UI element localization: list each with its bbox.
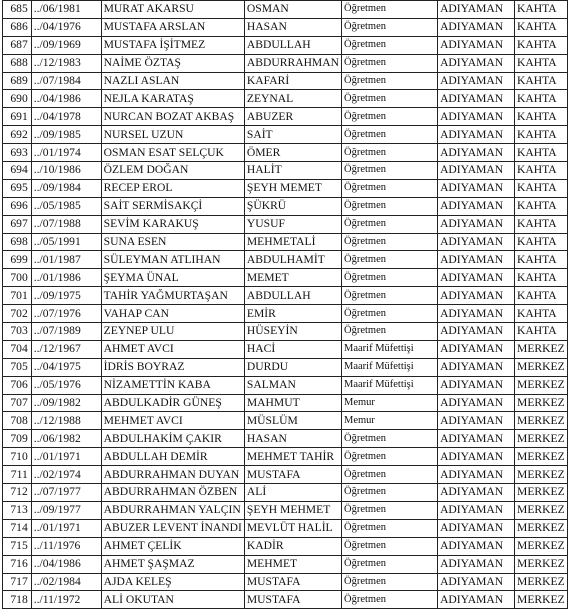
row-number-cell: 708 — [3, 412, 32, 430]
province-cell: ADIYAMAN — [438, 412, 515, 430]
province-cell: ADIYAMAN — [438, 197, 515, 215]
birth-date-cell: ../09/1985 — [31, 126, 101, 144]
occupation-cell: Öğretmen — [342, 251, 438, 269]
district-cell: MERKEZ — [515, 448, 568, 466]
full-name-cell: NİZAMETTİN KABA — [101, 376, 244, 394]
province-cell: ADIYAMAN — [438, 501, 515, 519]
father-name-cell: ZEYNAL — [244, 90, 341, 108]
full-name-cell: AJDA KELEŞ — [101, 573, 244, 591]
table-row — [3, 323, 568, 341]
birth-date-cell: ../11/1972 — [31, 591, 101, 609]
full-name-cell: OSMAN ESAT SELÇUK — [101, 144, 244, 162]
row-number-cell: 697 — [3, 215, 32, 233]
occupation-cell: Öğretmen — [342, 484, 438, 502]
full-name-cell: SEVİM KARAKUŞ — [101, 215, 244, 233]
table-row — [3, 54, 568, 72]
row-number-cell: 686 — [3, 18, 32, 36]
row-number-cell: 718 — [3, 591, 32, 609]
district-cell: MERKEZ — [515, 555, 568, 573]
table-row — [3, 358, 568, 376]
table-row — [3, 18, 568, 36]
province-cell: ADIYAMAN — [438, 323, 515, 341]
occupation-cell: Maarif Müfettişi — [342, 358, 438, 376]
table-row — [3, 340, 568, 358]
father-name-cell: EMİR — [244, 305, 341, 323]
district-cell: MERKEZ — [515, 340, 568, 358]
district-cell: KAHTA — [515, 305, 568, 323]
table-row — [3, 555, 568, 573]
row-number-cell: 714 — [3, 519, 32, 537]
table-row — [3, 179, 568, 197]
occupation-cell: Öğretmen — [342, 144, 438, 162]
birth-date-cell: ../04/1986 — [31, 555, 101, 573]
table-row — [3, 519, 568, 537]
province-cell: ADIYAMAN — [438, 215, 515, 233]
row-number-cell: 692 — [3, 126, 32, 144]
father-name-cell: HACİ — [244, 340, 341, 358]
father-name-cell: MUSTAFA — [244, 573, 341, 591]
province-cell: ADIYAMAN — [438, 1, 515, 19]
row-number-cell: 710 — [3, 448, 32, 466]
district-cell: KAHTA — [515, 215, 568, 233]
occupation-cell: Öğretmen — [342, 72, 438, 90]
district-cell: MERKEZ — [515, 412, 568, 430]
occupation-cell: Öğretmen — [342, 323, 438, 341]
table-row — [3, 72, 568, 90]
row-number-cell: 701 — [3, 287, 32, 305]
father-name-cell: ABDULLAH — [244, 36, 341, 54]
row-number-cell: 695 — [3, 179, 32, 197]
district-cell: KAHTA — [515, 1, 568, 19]
row-number-cell: 709 — [3, 430, 32, 448]
district-cell: KAHTA — [515, 108, 568, 126]
district-cell: KAHTA — [515, 197, 568, 215]
occupation-cell: Öğretmen — [342, 537, 438, 555]
district-cell: MERKEZ — [515, 537, 568, 555]
table-row — [3, 126, 568, 144]
birth-date-cell: ../10/1986 — [31, 162, 101, 180]
birth-date-cell: ../01/1974 — [31, 144, 101, 162]
occupation-cell: Öğretmen — [342, 1, 438, 19]
father-name-cell: HÜSEYİN — [244, 323, 341, 341]
province-cell: ADIYAMAN — [438, 126, 515, 144]
district-cell: KAHTA — [515, 162, 568, 180]
row-number-cell: 702 — [3, 305, 32, 323]
full-name-cell: MUSTAFA İŞİTMEZ — [101, 36, 244, 54]
row-number-cell: 712 — [3, 484, 32, 502]
row-number-cell: 706 — [3, 376, 32, 394]
occupation-cell: Öğretmen — [342, 269, 438, 287]
father-name-cell: HASAN — [244, 430, 341, 448]
birth-date-cell: ../01/1971 — [31, 448, 101, 466]
district-cell: KAHTA — [515, 179, 568, 197]
district-cell: KAHTA — [515, 144, 568, 162]
district-cell: KAHTA — [515, 323, 568, 341]
district-cell: KAHTA — [515, 72, 568, 90]
province-cell: ADIYAMAN — [438, 537, 515, 555]
table-row — [3, 251, 568, 269]
table-row — [3, 573, 568, 591]
birth-date-cell: ../05/1976 — [31, 376, 101, 394]
full-name-cell: NAZLI ASLAN — [101, 72, 244, 90]
father-name-cell: ALİ — [244, 484, 341, 502]
district-cell: MERKEZ — [515, 591, 568, 609]
province-cell: ADIYAMAN — [438, 162, 515, 180]
province-cell: ADIYAMAN — [438, 179, 515, 197]
full-name-cell: NAİME ÖZTAŞ — [101, 54, 244, 72]
occupation-cell: Öğretmen — [342, 573, 438, 591]
province-cell: ADIYAMAN — [438, 305, 515, 323]
district-cell: KAHTA — [515, 287, 568, 305]
province-cell: ADIYAMAN — [438, 448, 515, 466]
occupation-cell: Öğretmen — [342, 179, 438, 197]
record-table — [2, 0, 568, 609]
birth-date-cell: ../09/1977 — [31, 501, 101, 519]
full-name-cell: AHMET ÇELİK — [101, 537, 244, 555]
table-row — [3, 537, 568, 555]
table-row — [3, 287, 568, 305]
province-cell: ADIYAMAN — [438, 573, 515, 591]
father-name-cell: DURDU — [244, 358, 341, 376]
father-name-cell: OSMAN — [244, 1, 341, 19]
father-name-cell: ŞEYH MEHMET — [244, 501, 341, 519]
district-cell: MERKEZ — [515, 466, 568, 484]
row-number-cell: 704 — [3, 340, 32, 358]
birth-date-cell: ../09/1969 — [31, 36, 101, 54]
district-cell: MERKEZ — [515, 573, 568, 591]
full-name-cell: NURSEL UZUN — [101, 126, 244, 144]
father-name-cell: ABDURRAHMAN — [244, 54, 341, 72]
occupation-cell: Öğretmen — [342, 519, 438, 537]
province-cell: ADIYAMAN — [438, 269, 515, 287]
table-row — [3, 144, 568, 162]
row-number-cell: 698 — [3, 233, 32, 251]
full-name-cell: MEHMET AVCI — [101, 412, 244, 430]
table-row — [3, 233, 568, 251]
father-name-cell: ABDULLAH — [244, 287, 341, 305]
table-row — [3, 108, 568, 126]
birth-date-cell: ../07/1989 — [31, 323, 101, 341]
occupation-cell: Öğretmen — [342, 197, 438, 215]
birth-date-cell: ../07/1988 — [31, 215, 101, 233]
occupation-cell: Öğretmen — [342, 18, 438, 36]
occupation-cell: Öğretmen — [342, 501, 438, 519]
full-name-cell: İDRİS BOYRAZ — [101, 358, 244, 376]
birth-date-cell: ../04/1975 — [31, 358, 101, 376]
full-name-cell: AHMET ŞAŞMAZ — [101, 555, 244, 573]
province-cell: ADIYAMAN — [438, 555, 515, 573]
row-number-cell: 689 — [3, 72, 32, 90]
district-cell: KAHTA — [515, 233, 568, 251]
occupation-cell: Öğretmen — [342, 305, 438, 323]
birth-date-cell: ../02/1974 — [31, 466, 101, 484]
row-number-cell: 687 — [3, 36, 32, 54]
table-row — [3, 591, 568, 609]
occupation-cell: Öğretmen — [342, 162, 438, 180]
row-number-cell: 693 — [3, 144, 32, 162]
father-name-cell: SAİT — [244, 126, 341, 144]
district-cell: MERKEZ — [515, 394, 568, 412]
father-name-cell: YUSUF — [244, 215, 341, 233]
father-name-cell: KADİR — [244, 537, 341, 555]
district-cell: MERKEZ — [515, 484, 568, 502]
table-row — [3, 197, 568, 215]
row-number-cell: 685 — [3, 1, 32, 19]
province-cell: ADIYAMAN — [438, 90, 515, 108]
father-name-cell: HALİT — [244, 162, 341, 180]
birth-date-cell: ../04/1978 — [31, 108, 101, 126]
occupation-cell: Maarif Müfettişi — [342, 340, 438, 358]
table-row — [3, 376, 568, 394]
district-cell: MERKEZ — [515, 358, 568, 376]
full-name-cell: RECEP EROL — [101, 179, 244, 197]
province-cell: ADIYAMAN — [438, 376, 515, 394]
table-row — [3, 412, 568, 430]
province-cell: ADIYAMAN — [438, 287, 515, 305]
birth-date-cell: ../12/1988 — [31, 412, 101, 430]
row-number-cell: 703 — [3, 323, 32, 341]
birth-date-cell: ../06/1982 — [31, 430, 101, 448]
full-name-cell: SÜLEYMAN ATLIHAN — [101, 251, 244, 269]
table-row — [3, 1, 568, 19]
row-number-cell: 691 — [3, 108, 32, 126]
birth-date-cell: ../01/1987 — [31, 251, 101, 269]
full-name-cell: ABDULKADİR GÜNEŞ — [101, 394, 244, 412]
row-number-cell: 705 — [3, 358, 32, 376]
row-number-cell: 713 — [3, 501, 32, 519]
birth-date-cell: ../12/1967 — [31, 340, 101, 358]
full-name-cell: MUSTAFA ARSLAN — [101, 18, 244, 36]
occupation-cell: Öğretmen — [342, 430, 438, 448]
birth-date-cell: ../12/1983 — [31, 54, 101, 72]
province-cell: ADIYAMAN — [438, 430, 515, 448]
occupation-cell: Memur — [342, 394, 438, 412]
father-name-cell: ŞEYH MEMET — [244, 179, 341, 197]
birth-date-cell: ../09/1984 — [31, 179, 101, 197]
district-cell: KAHTA — [515, 36, 568, 54]
occupation-cell: Memur — [342, 412, 438, 430]
table-row — [3, 394, 568, 412]
birth-date-cell: ../06/1981 — [31, 1, 101, 19]
father-name-cell: MEHMET TAHİR — [244, 448, 341, 466]
birth-date-cell: ../01/1986 — [31, 269, 101, 287]
full-name-cell: NURCAN BOZAT AKBAŞ — [101, 108, 244, 126]
father-name-cell: SALMAN — [244, 376, 341, 394]
full-name-cell: ABDURRAHMAN YALÇIN — [101, 501, 244, 519]
row-number-cell: 700 — [3, 269, 32, 287]
father-name-cell: MAHMUT — [244, 394, 341, 412]
province-cell: ADIYAMAN — [438, 519, 515, 537]
table-row — [3, 215, 568, 233]
district-cell: MERKEZ — [515, 501, 568, 519]
district-cell: MERKEZ — [515, 376, 568, 394]
table-row — [3, 36, 568, 54]
father-name-cell: MÜSLÜM — [244, 412, 341, 430]
row-number-cell: 690 — [3, 90, 32, 108]
province-cell: ADIYAMAN — [438, 72, 515, 90]
occupation-cell: Öğretmen — [342, 108, 438, 126]
occupation-cell: Öğretmen — [342, 36, 438, 54]
occupation-cell: Öğretmen — [342, 126, 438, 144]
father-name-cell: ÖMER — [244, 144, 341, 162]
province-cell: ADIYAMAN — [438, 591, 515, 609]
district-cell: MERKEZ — [515, 430, 568, 448]
full-name-cell: ABDURRAHMAN DUYAN — [101, 466, 244, 484]
full-name-cell: SUNA ESEN — [101, 233, 244, 251]
province-cell: ADIYAMAN — [438, 233, 515, 251]
father-name-cell: KAFARİ — [244, 72, 341, 90]
row-number-cell: 707 — [3, 394, 32, 412]
occupation-cell: Öğretmen — [342, 90, 438, 108]
row-number-cell: 699 — [3, 251, 32, 269]
father-name-cell: ABDULHAMİT — [244, 251, 341, 269]
full-name-cell: ZEYNEP ULU — [101, 323, 244, 341]
occupation-cell: Maarif Müfettişi — [342, 376, 438, 394]
table-row — [3, 466, 568, 484]
table-row — [3, 501, 568, 519]
birth-date-cell: ../07/1976 — [31, 305, 101, 323]
birth-date-cell: ../04/1976 — [31, 18, 101, 36]
district-cell: KAHTA — [515, 90, 568, 108]
full-name-cell: AHMET AVCI — [101, 340, 244, 358]
district-cell: KAHTA — [515, 251, 568, 269]
table-row — [3, 305, 568, 323]
full-name-cell: ŞEYMA ÜNAL — [101, 269, 244, 287]
district-cell: KAHTA — [515, 126, 568, 144]
birth-date-cell: ../05/1991 — [31, 233, 101, 251]
full-name-cell: ABUZER LEVENT İNANDI — [101, 519, 244, 537]
birth-date-cell: ../07/1977 — [31, 484, 101, 502]
occupation-cell: Öğretmen — [342, 215, 438, 233]
province-cell: ADIYAMAN — [438, 394, 515, 412]
father-name-cell: MUSTAFA — [244, 466, 341, 484]
district-cell: KAHTA — [515, 54, 568, 72]
occupation-cell: Öğretmen — [342, 233, 438, 251]
occupation-cell: Öğretmen — [342, 448, 438, 466]
father-name-cell: MEHMET — [244, 555, 341, 573]
full-name-cell: VAHAP CAN — [101, 305, 244, 323]
row-number-cell: 688 — [3, 54, 32, 72]
occupation-cell: Öğretmen — [342, 54, 438, 72]
province-cell: ADIYAMAN — [438, 484, 515, 502]
full-name-cell: NEJLA KARATAŞ — [101, 90, 244, 108]
province-cell: ADIYAMAN — [438, 144, 515, 162]
province-cell: ADIYAMAN — [438, 340, 515, 358]
occupation-cell: Öğretmen — [342, 555, 438, 573]
province-cell: ADIYAMAN — [438, 36, 515, 54]
birth-date-cell: ../11/1976 — [31, 537, 101, 555]
row-number-cell: 716 — [3, 555, 32, 573]
row-number-cell: 711 — [3, 466, 32, 484]
birth-date-cell: ../01/1971 — [31, 519, 101, 537]
father-name-cell: HASAN — [244, 18, 341, 36]
record-table-body — [3, 1, 568, 609]
birth-date-cell: ../04/1986 — [31, 90, 101, 108]
row-number-cell: 715 — [3, 537, 32, 555]
full-name-cell: ABDULHAKİM ÇAKIR — [101, 430, 244, 448]
province-cell: ADIYAMAN — [438, 358, 515, 376]
province-cell: ADIYAMAN — [438, 54, 515, 72]
occupation-cell: Öğretmen — [342, 591, 438, 609]
full-name-cell: ABDURRAHMAN ÖZBEN — [101, 484, 244, 502]
father-name-cell: MUSTAFA — [244, 591, 341, 609]
full-name-cell: TAHİR YAĞMURTAŞAN — [101, 287, 244, 305]
father-name-cell: MEHMETALİ — [244, 233, 341, 251]
birth-date-cell: ../09/1975 — [31, 287, 101, 305]
province-cell: ADIYAMAN — [438, 466, 515, 484]
row-number-cell: 694 — [3, 162, 32, 180]
table-row — [3, 269, 568, 287]
father-name-cell: ŞÜKRÜ — [244, 197, 341, 215]
row-number-cell: 717 — [3, 573, 32, 591]
occupation-cell: Öğretmen — [342, 287, 438, 305]
occupation-cell: Öğretmen — [342, 466, 438, 484]
district-cell: MERKEZ — [515, 519, 568, 537]
birth-date-cell: ../05/1985 — [31, 197, 101, 215]
table-row — [3, 162, 568, 180]
table-row — [3, 448, 568, 466]
table-row — [3, 430, 568, 448]
full-name-cell: ALİ OKUTAN — [101, 591, 244, 609]
table-row — [3, 90, 568, 108]
full-name-cell: SAİT SERMİSAKÇİ — [101, 197, 244, 215]
father-name-cell: MEVLÜT HALİL — [244, 519, 341, 537]
district-cell: KAHTA — [515, 269, 568, 287]
row-number-cell: 696 — [3, 197, 32, 215]
district-cell: KAHTA — [515, 18, 568, 36]
father-name-cell: ABUZER — [244, 108, 341, 126]
full-name-cell: MURAT AKARSU — [101, 1, 244, 19]
province-cell: ADIYAMAN — [438, 251, 515, 269]
province-cell: ADIYAMAN — [438, 18, 515, 36]
birth-date-cell: ../09/1982 — [31, 394, 101, 412]
birth-date-cell: ../07/1984 — [31, 72, 101, 90]
full-name-cell: ÖZLEM DOĞAN — [101, 162, 244, 180]
province-cell: ADIYAMAN — [438, 108, 515, 126]
full-name-cell: ABDULLAH DEMİR — [101, 448, 244, 466]
birth-date-cell: ../02/1984 — [31, 573, 101, 591]
father-name-cell: MEMET — [244, 269, 341, 287]
